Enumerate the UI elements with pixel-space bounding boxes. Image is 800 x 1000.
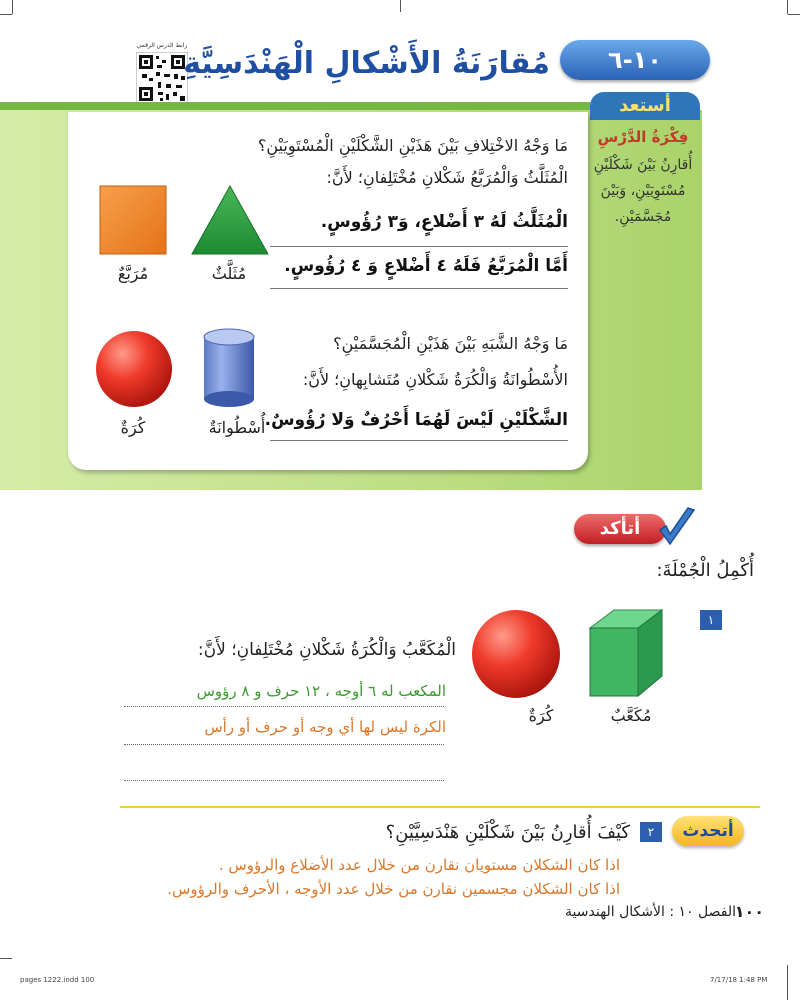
question-1-statement: الْمُكَعَّبُ وَالْكُرَةُ شَكْلانِ مُخْتَلِفانِ؛ لأَنَّ:	[197, 640, 456, 660]
part1-line1: الْمُثَلَّثُ لَهُ ٣ أَضْلاعٍ، وَ٣ رُؤُوسٍ.	[320, 212, 568, 232]
check-shapes	[468, 606, 664, 702]
lesson-number-badge	[560, 40, 710, 80]
lesson-number: ١٠-٦	[608, 46, 662, 74]
print-slug-right: 7/17/18 1:48 PM	[710, 976, 768, 984]
solid-shapes	[92, 325, 262, 411]
crop-mark	[788, 14, 800, 15]
page-number: ١٠٠	[734, 902, 764, 921]
print-slug-left: pages 1222.indd 100	[20, 976, 95, 984]
sphere-shape	[472, 610, 560, 698]
answer-line	[124, 706, 444, 707]
label-cylinder: أُسْطُوانَةٌ	[208, 418, 266, 437]
cube-shape	[590, 610, 662, 696]
crop-mark	[400, 0, 401, 12]
check-pill	[574, 514, 666, 544]
section-divider	[120, 806, 760, 808]
question-2-number: ٢	[640, 822, 662, 842]
square-shape	[100, 186, 166, 254]
check-instruction: أُكْمِلُ الْجُمْلَةَ:	[656, 560, 754, 581]
ready-label: أستعد	[619, 95, 671, 116]
crop-mark	[0, 14, 12, 15]
crop-mark	[787, 965, 788, 1000]
talk-badge	[672, 816, 744, 846]
check-label: أتأكد	[599, 518, 641, 539]
answer-line	[124, 744, 444, 745]
check-badge	[574, 508, 694, 550]
label-sphere: كُرَةٌ	[120, 418, 146, 437]
part2-statement: الأُسْطُوانَةُ وَالْكُرَةُ شَكْلانِ مُتَشابِهانِ؛ لأَنَّ:	[302, 370, 568, 389]
talk-answer-1[interactable]: اذا كان الشكلان مستويان نقارن من خلال عدد الأضلاع والرؤوس .	[218, 856, 620, 874]
plane-shapes	[90, 182, 270, 260]
answer-rule	[270, 246, 568, 247]
sphere-shape	[96, 331, 172, 407]
label-cube: مُكَعَّبٌ	[610, 706, 652, 725]
talk-answer-2[interactable]: اذا كان الشكلان مجسمين نقارن من خلال عدد الأوجه ، الأحرف والرؤوس.	[167, 880, 620, 898]
crop-mark	[0, 958, 12, 959]
part1-statement: الْمُثَلَّثُ وَالْمُرَبَّعُ شَكْلانِ مُخْتَلِفانِ؛ لأَنَّ:	[326, 168, 568, 187]
lesson-idea-title: فِكْرَةُ الدَّرْسِ	[597, 128, 689, 146]
question-2-text: كَيْفَ أُقارِنُ بَيْنَ شَكْلَيْنِ هَنْدَسِيَّيْنِ؟	[385, 822, 630, 843]
lesson-idea-text: أُقارِنُ بَيْنَ شَكْلَيْنِ مُسْتَوِيَيْنِ، وَبَيْنَ مُجَسَّمَيْنِ.	[593, 157, 693, 225]
answer-2[interactable]: الكرة ليس لها أي وجه أو حرف أو رأس	[204, 718, 446, 736]
answer-1[interactable]: المكعب له ٦ أوجه ، ١٢ حرف و ٨ رؤوس	[196, 682, 446, 700]
part1-line2: أَمَّا الْمُرَبَّعُ فَلَهُ ٤ أَضْلاعٍ وَ ٤ رُؤُوسٍ.	[284, 256, 568, 276]
answer-rule	[270, 440, 568, 441]
crop-mark	[787, 0, 788, 14]
qr-caption: رابط الدرس الرقمي	[136, 42, 188, 49]
question-1-number: ١	[700, 610, 722, 630]
qr-code-icon	[136, 52, 188, 104]
chapter-footer: الفصل ١٠ : الأشكال الهندسية	[565, 904, 736, 920]
label-triangle: مُثَلَّثٌ	[211, 264, 247, 283]
talk-label: أتحدث	[682, 821, 734, 841]
answer-line[interactable]	[124, 780, 444, 781]
lesson-idea	[592, 128, 694, 230]
crop-mark	[12, 0, 13, 14]
checkmark-icon	[656, 506, 696, 550]
page-title: مُقارَنَةُ الأَشْكالِ الْهَنْدَسِيَّةِ	[183, 46, 550, 81]
triangle-shape	[192, 186, 268, 254]
answer-rule	[270, 288, 568, 289]
cylinder-shape	[204, 329, 254, 407]
part2-line1: الشَّكْلَيْنِ لَيْسَ لَهُمَا أَحْرُفٌ وَلا رُؤُوسٌ.	[264, 410, 568, 430]
ready-tab	[590, 92, 700, 120]
label-sphere: كُرَةٌ	[528, 706, 554, 725]
part2-question: مَا وَجْهُ الشَّبَهِ بَيْنَ هَذَيْنِ الْمُجَسَّمَيْنِ؟	[333, 334, 568, 353]
label-square: مُرَبَّعٌ	[117, 264, 149, 283]
part1-question: مَا وَجْهُ الاخْتِلافِ بَيْنَ هَذَيْنِ الشَّكْلَيْنِ الْمُسْتَوِيَيْنِ؟	[257, 136, 568, 155]
